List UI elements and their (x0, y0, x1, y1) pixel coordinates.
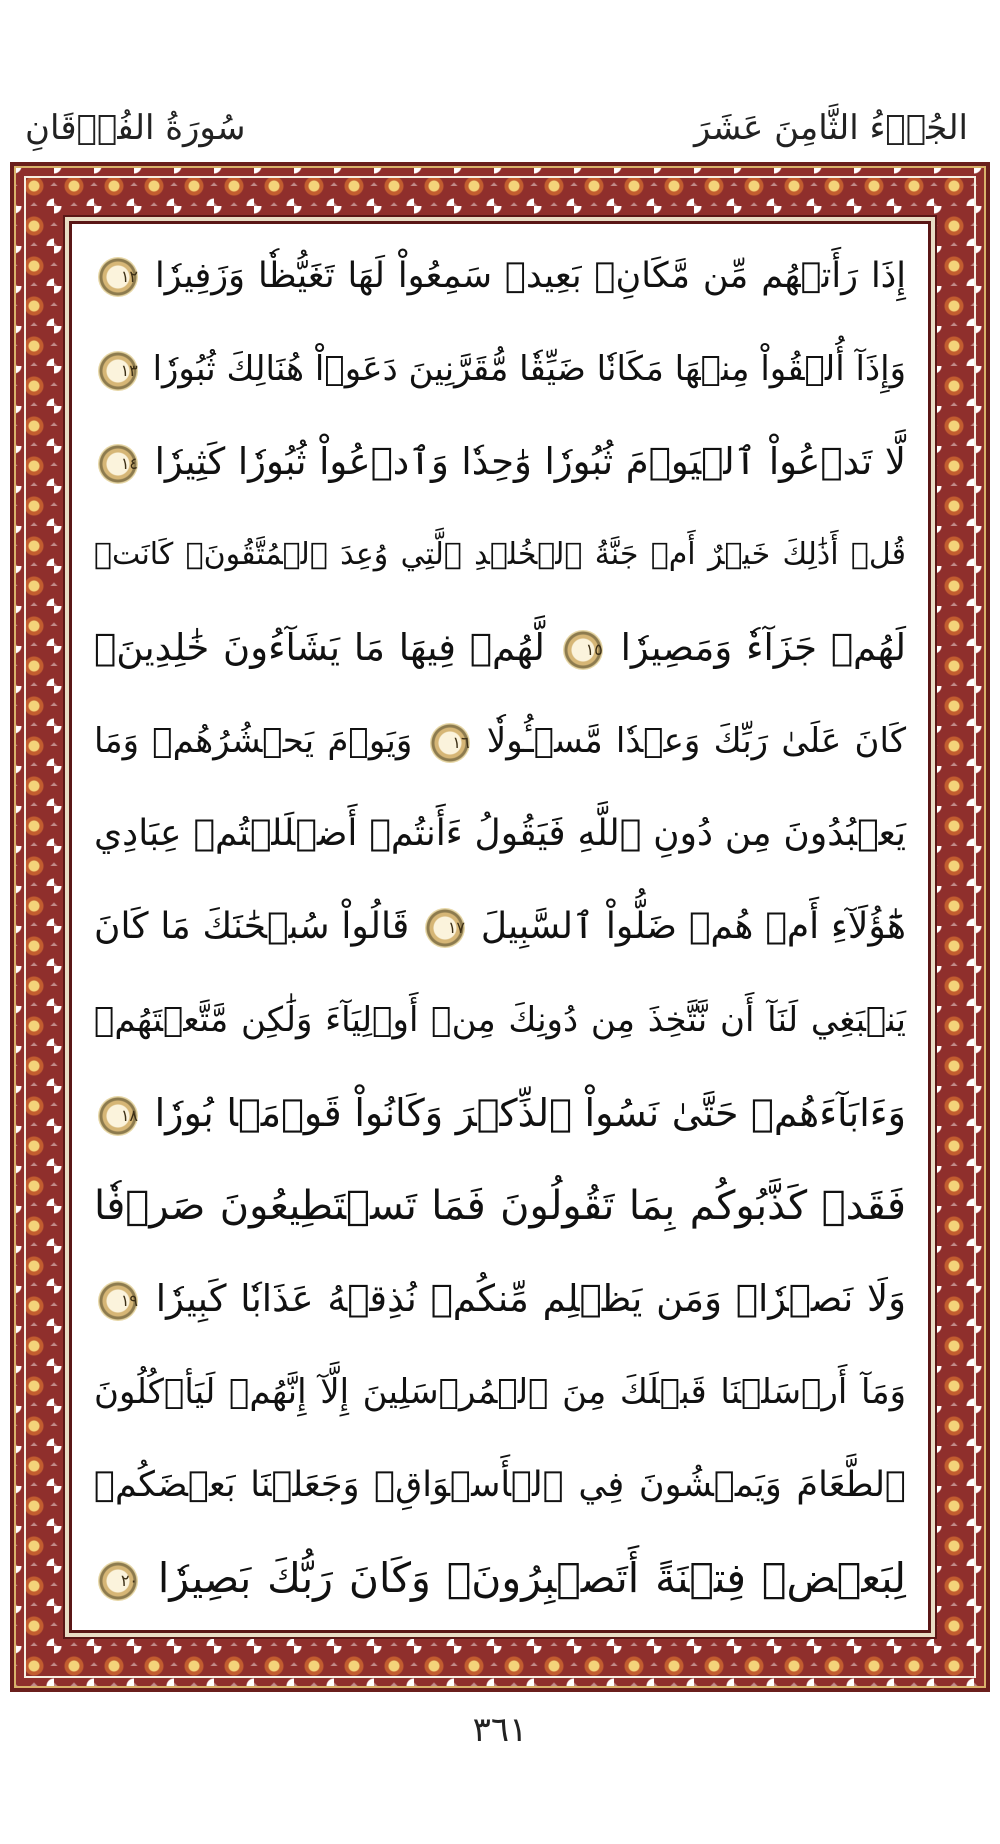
verse-number-marker (430, 723, 470, 763)
verse-text: لَهُمۡ جَزَآءٗ وَمَصِيرٗا (620, 626, 907, 669)
verse-text: لِبَعۡضٖ فِتۡنَةً أَتَصۡبِرُونَۗ وَكَانَ رَبُّكَ بَصِيرٗا (157, 1554, 906, 1602)
verse-line (94, 424, 906, 500)
verse-list (94, 238, 906, 1616)
verse-text: لَّا تَدۡعُواْ ٱلۡيَوۡمَ ثُبُورٗا وَٰحِدٗا وَٱدۡعُواْ ثُبُورٗا كَثِيرٗا (154, 440, 906, 483)
verse-line (94, 1261, 906, 1337)
verse-text: كَانَ عَلَىٰ رَبِّكَ وَعۡدٗا مَّسۡـُٔولٗا (486, 721, 907, 761)
verse-number: ١٢ (120, 267, 138, 286)
verse-text: يَعۡبُدُونَ مِن دُونِ ٱللَّهِ فَيَقُولُ ءَأَنتُمۡ أَضۡلَلۡتُمۡ عِبَادِي (94, 813, 906, 854)
verse-line (94, 1168, 906, 1244)
verse-line (94, 517, 906, 593)
verse-line (94, 1540, 906, 1616)
text-panel (69, 221, 931, 1633)
verse-line (94, 1075, 906, 1151)
verse-text-continuation: لَّهُمۡ فِيهَا مَا يَشَآءُونَ خَٰلِدِينَۚ (94, 626, 545, 669)
verse-text: إِذَا رَأَتۡهُم مِّن مَّكَانِۭ بَعِيدٖ سَمِعُواْ لَهَا تَغَيُّظٗا وَزَفِيرٗا (154, 256, 906, 296)
verse-line (94, 331, 906, 407)
verse-text: وَمَآ أَرۡسَلۡنَا قَبۡلَكَ مِنَ ٱلۡمُرۡسَلِينَ إِلَّآ إِنَّهُمۡ لَيَأۡكُلُونَ (94, 1372, 906, 1412)
verse-number-marker (98, 1281, 138, 1321)
verse-number: ١٨ (120, 1105, 138, 1125)
verse-text-continuation: وَيَوۡمَ يَحۡشُرُهُمۡ وَمَا (94, 721, 413, 761)
verse-line (94, 1447, 906, 1523)
verse-number: ١٩ (120, 1290, 138, 1310)
verse-number-marker (563, 630, 603, 670)
verse-number-marker (98, 444, 138, 484)
verse-text: ٱلطَّعَامَ وَيَمۡشُونَ فِي ٱلۡأَسۡوَاقِۗ وَجَعَلۡنَا بَعۡضَكُمۡ (94, 1465, 906, 1505)
verse-number-marker (98, 351, 138, 391)
verse-line (94, 238, 906, 314)
verse-line (94, 796, 906, 872)
verse-text: وَءَابَآءَهُمۡ حَتَّىٰ نَسُواْ ٱلذِّكۡرَ وَكَانُواْ قَوۡمَۢا بُورٗا (154, 1091, 906, 1135)
verse-text: فَقَدۡ كَذَّبُوكُم بِمَا تَقُولُونَ فَمَا تَسۡتَطِيعُونَ صَرۡفٗا (94, 1183, 906, 1229)
verse-text-continuation: قَالُواْ سُبۡحَٰنَكَ مَا كَانَ (94, 906, 410, 947)
verse-text: قُلۡ أَذَٰلِكَ خَيۡرٌ أَمۡ جَنَّةُ ٱلۡخُلۡدِ ٱلَّتِي وُعِدَ ٱلۡمُتَّقُونَۚ كَانَتۡ (94, 537, 906, 572)
verse-line (94, 610, 906, 686)
verse-number: ١٤ (120, 453, 138, 473)
verse-text: هَٰٓؤُلَآءِ أَمۡ هُمۡ ضَلُّواْ ٱلسَّبِيلَ (480, 906, 906, 947)
ornamental-frame (10, 162, 990, 1692)
page-number: ٣٦١ (472, 1710, 528, 1750)
page-footer (0, 1700, 1000, 1780)
verse-number: ١٣ (120, 360, 138, 380)
verse-number-marker (98, 257, 138, 297)
verse-text: يَنۢبَغِي لَنَآ أَن نَّتَّخِذَ مِن دُونِكَ مِنۡ أَوۡلِيَآءَ وَلَٰكِن مَّتَّعۡتَهُمۡ (94, 1000, 906, 1040)
verse-line (94, 703, 906, 779)
verse-number: ٢٠ (120, 1571, 138, 1590)
verse-line (94, 1354, 906, 1430)
verse-number: ١٧ (447, 918, 466, 937)
surah-title: سُورَةُ الفُرۡقَانِ (25, 108, 246, 148)
juz-title: الجُزۡءُ الثَّامِنَ عَشَرَ (693, 108, 968, 148)
verse-number-marker (425, 908, 465, 948)
verse-number-marker (98, 1561, 138, 1601)
verse-text: وَلَا نَصۡرٗاۚ وَمَن يَظۡلِم مِّنكُمۡ نُذِقۡهُ عَذَابٗا كَبِيرٗا (155, 1277, 907, 1320)
verse-text: وَإِذَآ أُلۡقُواْ مِنۡهَا مَكَانٗا ضَيِّقٗا مُّقَرَّنِينَ دَعَوۡاْ هُنَالِكَ ثُبُورٗا (152, 349, 906, 389)
page-header (0, 0, 1000, 165)
verse-line (94, 889, 906, 965)
verse-line (94, 982, 906, 1058)
verse-number: ١٥ (585, 639, 603, 659)
verse-number-marker (98, 1096, 138, 1136)
verse-number: ١٦ (452, 732, 470, 752)
